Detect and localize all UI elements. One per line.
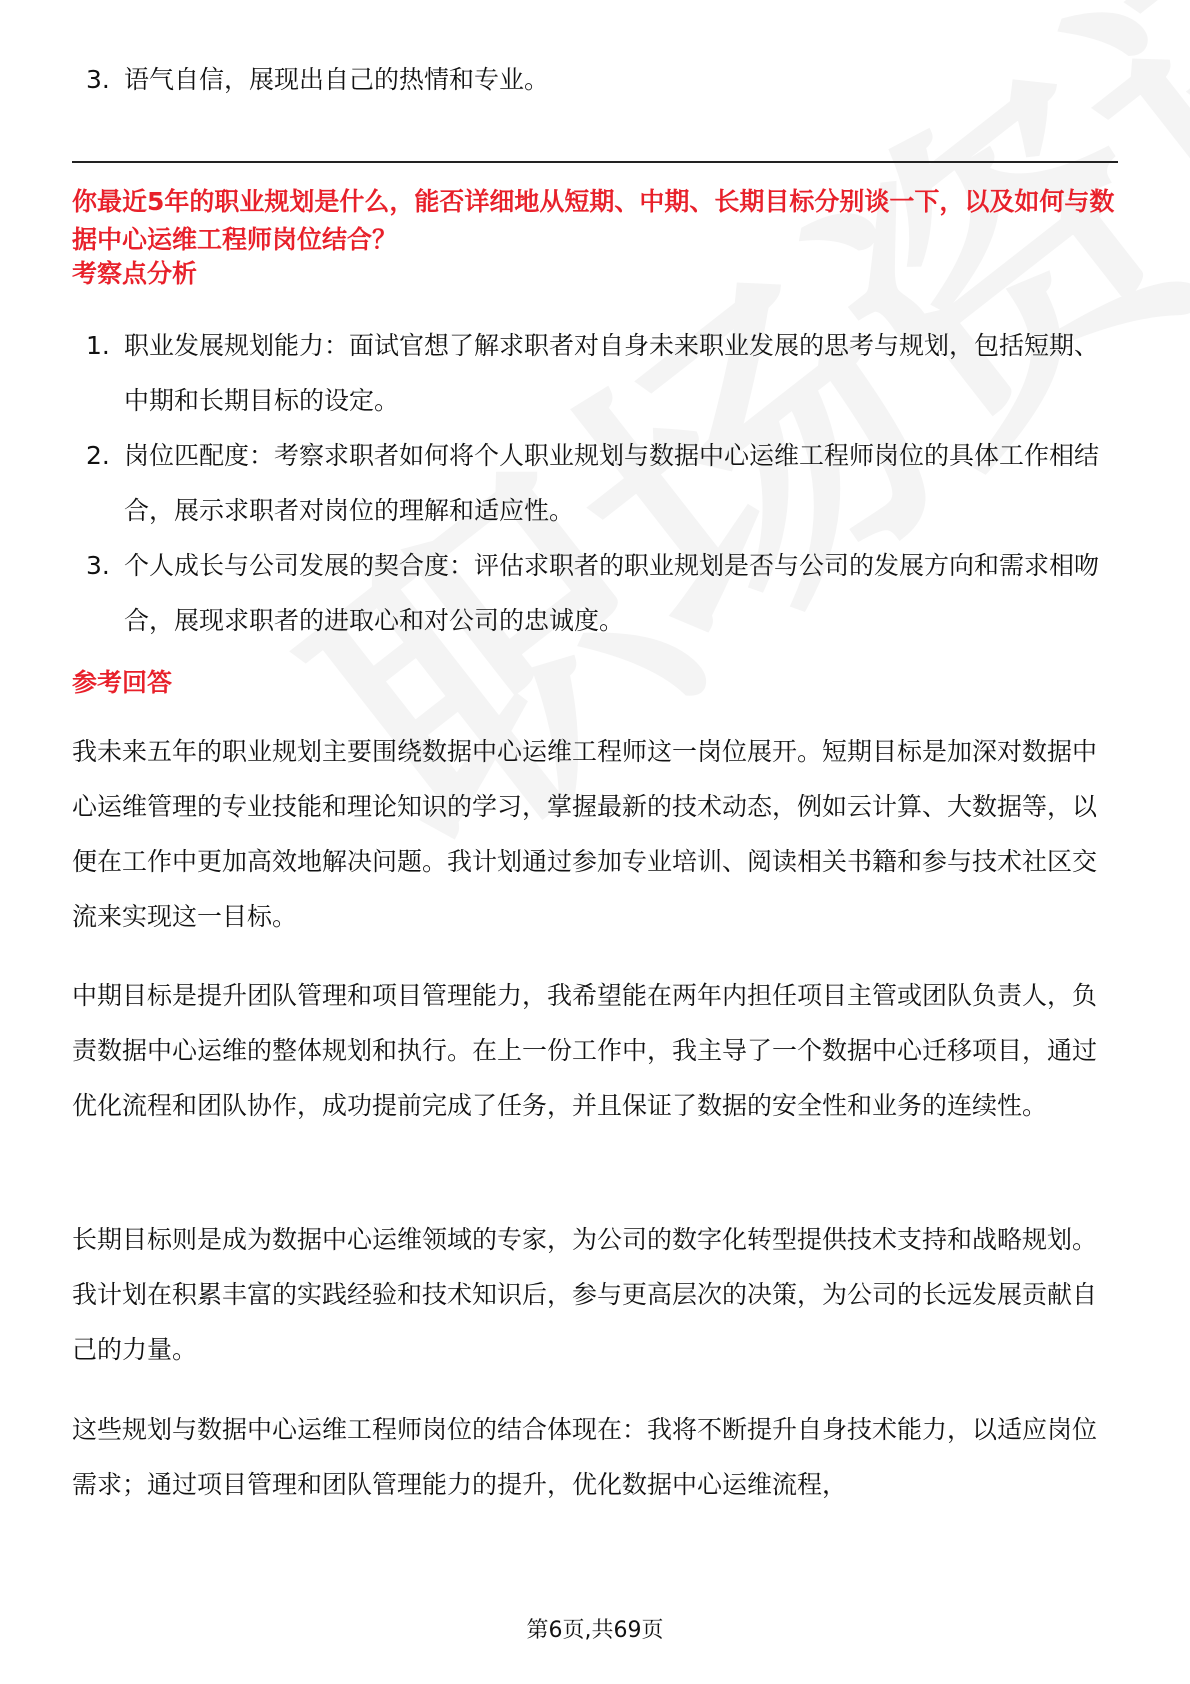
page-footer: 第6页,共69页	[526, 1618, 664, 1643]
answer-heading: 参考回答	[72, 668, 173, 697]
question-title: 你最近5年的职业规划是什么，能否详细地从短期、中期、长期目标分别谈一下，以及如何与数据中心运维工程师岗位结合？	[72, 187, 1115, 254]
list-item	[86, 318, 1116, 428]
list-text: 个人成长与公司发展的契合度：评估求职者的职业规划是否与公司的发展方向和需求相吻合，展现求职者的进取心和对公司的忠诚度。	[124, 551, 1100, 635]
list-item	[86, 538, 1116, 648]
list-number: 1.	[86, 331, 110, 360]
list-number: 3.	[86, 65, 110, 94]
list-number: 3.	[86, 551, 110, 580]
answer-paragraph: 我未来五年的职业规划主要围绕数据中心运维工程师这一岗位展开。短期目标是加深对数据中心运维管理的专业技能和理论知识的学习，掌握最新的技术动态，例如云计算、大数据等，以便在工作中更加高效地解决问题。我计划通过参加专业培训、阅读相关书籍和参与技术社区交流来实现这一目标。	[72, 737, 1098, 931]
answer-paragraph: 这些规划与数据中心运维工程师岗位的结合体现在：我将不断提升自身技术能力，以适应岗位需求；通过项目管理和团队管理能力的提升，优化数据中心运维流程，	[72, 1415, 1098, 1499]
list-item	[86, 428, 1116, 538]
list-number: 2.	[86, 441, 110, 470]
list-text: 语气自信，展现出自己的热情和专业。	[124, 65, 550, 94]
document-page	[72, 0, 1118, 1684]
analysis-list	[86, 318, 1116, 648]
analysis-heading: 考察点分析	[72, 259, 198, 288]
section-divider	[72, 161, 1118, 163]
previous-list-item	[86, 62, 549, 98]
list-text: 职业发展规划能力：面试官想了解求职者对自身未来职业发展的思考与规划，包括短期、中期和长期目标的设定。	[124, 331, 1100, 415]
list-text: 岗位匹配度：考察求职者如何将个人职业规划与数据中心运维工程师岗位的具体工作相结合，展示求职者对岗位的理解和适应性。	[124, 441, 1100, 525]
answer-paragraph: 中期目标是提升团队管理和项目管理能力，我希望能在两年内担任项目主管或团队负责人，负责数据中心运维的整体规划和执行。在上一份工作中，我主导了一个数据中心迁移项目，通过优化流程和团队协作，成功提前完成了任务，并且保证了数据的安全性和业务的连续性。	[72, 981, 1098, 1120]
answer-paragraph: 长期目标则是成为数据中心运维领域的专家，为公司的数字化转型提供技术支持和战略规划。我计划在积累丰富的实践经验和技术知识后，参与更高层次的决策，为公司的长远发展贡献自己的力量。	[72, 1225, 1098, 1364]
